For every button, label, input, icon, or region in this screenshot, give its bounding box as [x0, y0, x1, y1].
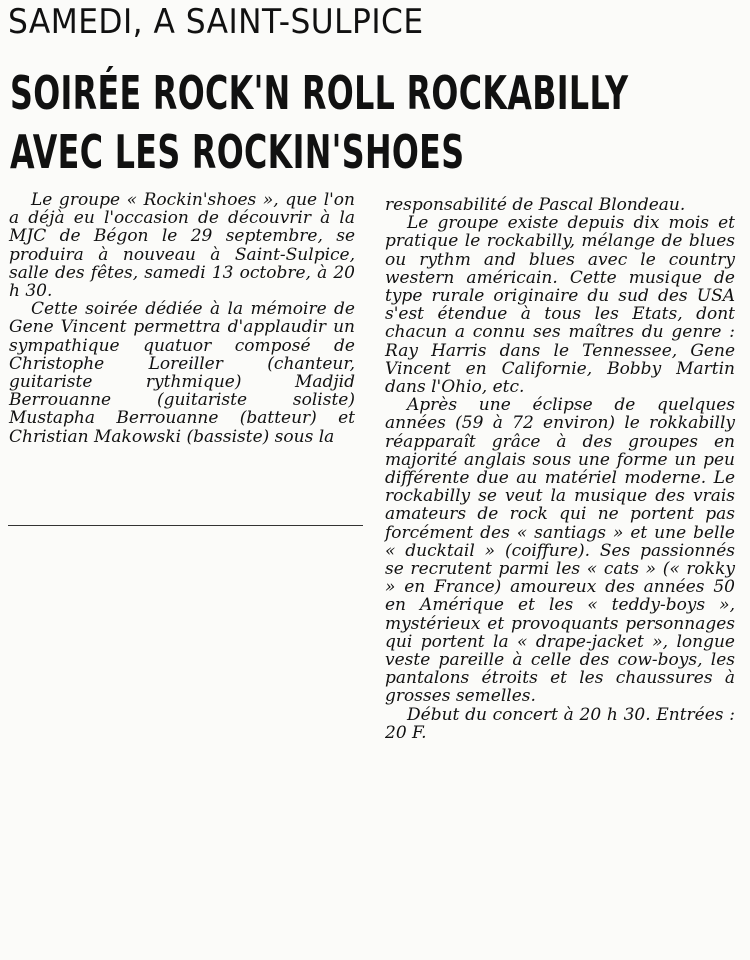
paragraph: Début du concert à 20 h 30. Entrées : 20 F. [385, 704, 735, 743]
column-end-rule [8, 525, 363, 526]
paragraph: Le groupe « Rockin'shoes », que l'on a déjà eu l'occasion de découvrir à la MJC de Bégon le 29 septembre, se produira à nouveau à Saint-Sulpice, salle des fêtes, samedi 13 octobre, à 20 h 30. [9, 190, 355, 302]
paragraph: Le groupe existe depuis dix mois et pratique le rockabilly, mélange de blues ou rythm and blues avec le country western américain. Cette musique de type rurale originaire du sud des USA s'est étendue à tous les Etats, dont chacun a connu ses maîtres du genre : Ray Harris dans le Tennessee, Gene Vincent en Californie, Bobby Martin dans l'Ohio, etc. [385, 213, 735, 398]
article-kicker: SAMEDI, A SAINT-SULPICE [8, 2, 424, 42]
left-column [9, 191, 355, 446]
paragraph: Après une éclipse de quelques années (59 à 72 environ) le rokkabilly réapparaît grâce à des groupes en majorité anglais sous une forme un peu différente due au matériel moderne. Le rockabilly se veut la musique des vrais amateurs de rock qui ne portent pas forcément des « santiags » et une belle « ducktail » (coiffure). Ses passionnés se recrutent parmi les « cats » (« rokky » en France) amoureux des années 50 en Amérique et les « teddy-boys », mystérieux et provoquants personnages qui portent la « drape-jacket », longue veste pareille à celle des cow-boys, les pantalons étroits et les chaussures à grosses semelles. [385, 395, 735, 707]
headline-line-2: AVEC LES ROCKIN'SHOES [10, 125, 465, 179]
paragraph: Cette soirée dédiée à la mémoire de Gene Vincent permettra d'applaudir un sympathique quatuor composé de Christophe Loreiller (chanteur, guitariste rythmique) Madjid Berrouanne (guitariste soliste) Mustapha Berrouanne (batteur) et Christian Makowski (bassiste) sous la [9, 299, 355, 447]
right-column [385, 196, 735, 742]
headline-line-1: SOIRÉE ROCK'N ROLL ROCKABILLY [10, 66, 629, 120]
paragraph-continued: responsabilité de Pascal Blondeau. [385, 195, 686, 215]
